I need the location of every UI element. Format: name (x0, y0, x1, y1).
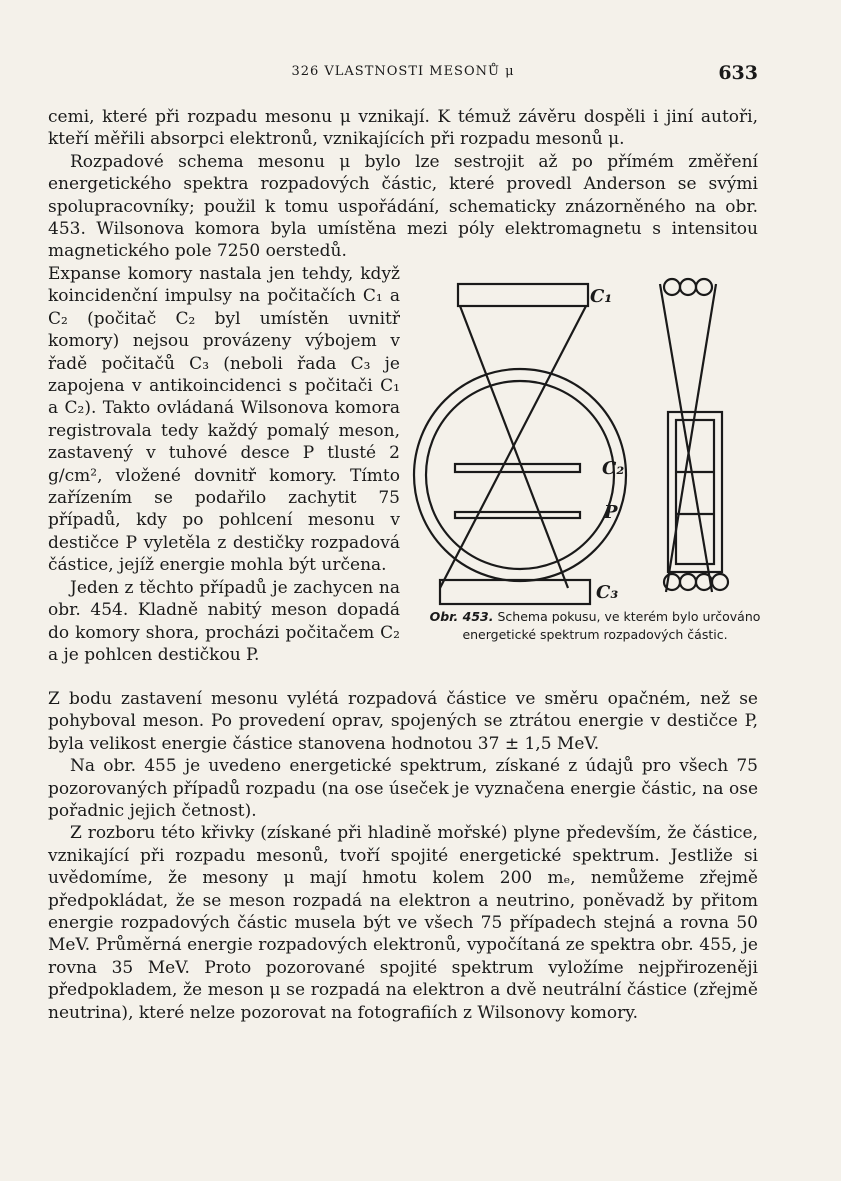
counter-c1-shape (458, 284, 588, 306)
text-block-beside-figure (48, 263, 400, 666)
side-counter-top (696, 279, 712, 295)
wilson-chamber-inner (426, 381, 614, 569)
plate-p-shape (455, 512, 580, 518)
apparatus-diagram (410, 262, 780, 607)
paragraph: Jeden z těchto případů je zachycen na obr. 454. Kladně nabitý meson dopadá do komory shora, procházi počitačem C₂ a je pohlcen destičkou P. (48, 577, 400, 665)
ray-line (440, 306, 586, 588)
wilson-chamber-outer (414, 369, 626, 581)
paragraph: Expanse komory nastala jen tehdy, když koincidenční impulsy na počitačích C₁ a C₂ (počitač C₂ byl umístěn uvnitř komory) nejsou provázeny výbojem v řadě počitačů C₃ (neboli řada C₃ je zapojena v antikoincidenci s počitači C₁ a C₂). Takto ovládaná Wilsonova komora registrovala tedy každý pomalý meson, zastavený v tuhové desce P tlusté 2 g/cm², vložené dovnitř komory. Tímto zařízením se podařilo zachytit 75 případů, kdy po pohlcení mesonu v destičce P vyletěla z destičky rozpadová částice, jejíž energie mohla být určena. (48, 264, 400, 576)
side-counter-bottom (664, 574, 680, 590)
figure-453-apparatus-diagram (410, 262, 780, 607)
figure-caption (410, 608, 780, 644)
label-c3: C₃ (596, 582, 619, 603)
paragraph: Z bodu zastavení mesonu vylétá rozpadová částice ve směru opačném, než se pohyboval meson. Po provedení oprav, spojených se ztrátou energie v destičce P, byla velikost energie částice stanovena hodnotou 37 ± 1,5 MeV. (48, 689, 758, 754)
text-block-top (48, 106, 758, 263)
label-c2: C₂ (602, 458, 625, 479)
page-number: 633 (718, 62, 758, 84)
caption-text: Schema pokusu, ve kterém bylo určováno energetické spektrum rozpadových částic. (462, 609, 761, 642)
label-p: P (604, 502, 618, 523)
side-counter-bottom (680, 574, 696, 590)
counter-c3-shape (440, 580, 590, 604)
side-counter-bottom (712, 574, 728, 590)
text-block-bottom (48, 688, 758, 1024)
page-header (48, 62, 758, 86)
counter-c2-shape (455, 464, 580, 472)
caption-label: Obr. 453. (429, 609, 494, 624)
side-counter-top (680, 279, 696, 295)
paragraph: Z rozboru této křivky (získané při hladině mořské) plyne především, že částice, vznikající při rozpadu mesonů, tvoří spojité energetické spektrum. Jestliže si uvědomíme, že mesony μ mají hmotu kolem 200 mₑ, nemůžeme zřejmě předpokládat, že se meson rozpadá na elektron a neutrino, poněvadž by přitom energie rozpadových částic musela být ve všech 75 případech stejná a rovna 50 MeV. Průměrná energie rozpadových elektronů, vypočítaná ze spektra obr. 455, je rovna 35 MeV. Proto pozorované spojité spektrum vyložíme nejpřirozeněji předpokladem, že meson μ se rozpadá na elektron a dvě neutrální částice (zřejmě neutrina), které nelze pozorovat na fotografiích z Wilsonovy komory. (48, 823, 758, 1023)
paragraph: Rozpadové schema mesonu μ bylo lze sestrojit až po přímém změření energetického spektra rozpadových částic, které provedl Anderson se svými spolupracovníky; použil k tomu uspořádání, schematicky znázorněného na obr. 453. Wilsonova komora byla umístěna mezi póly elektromagnetu s intensitou magnetického pole 7250 oerstedů. (48, 151, 758, 262)
paragraph: Na obr. 455 je uvedeno energetické spektrum, získané z údajů pro všech 75 pozorovaných případů rozpadu (na ose úseček je vyznačena energie částic, na ose pořadnic jejich četnost). (48, 756, 758, 822)
paragraph: cemi, které při rozpadu mesonu μ vznikají. K témuž závěru dospěli i jiní autoři, kteří měřili absorpci elektronů, vznikajících při rozpadu mesonů μ. (48, 107, 758, 150)
running-head: 326 VLASTNOSTI MESONŮ μ (291, 64, 515, 79)
ray-line (666, 284, 716, 592)
label-c1: C₁ (590, 286, 613, 307)
side-counter-top (664, 279, 680, 295)
